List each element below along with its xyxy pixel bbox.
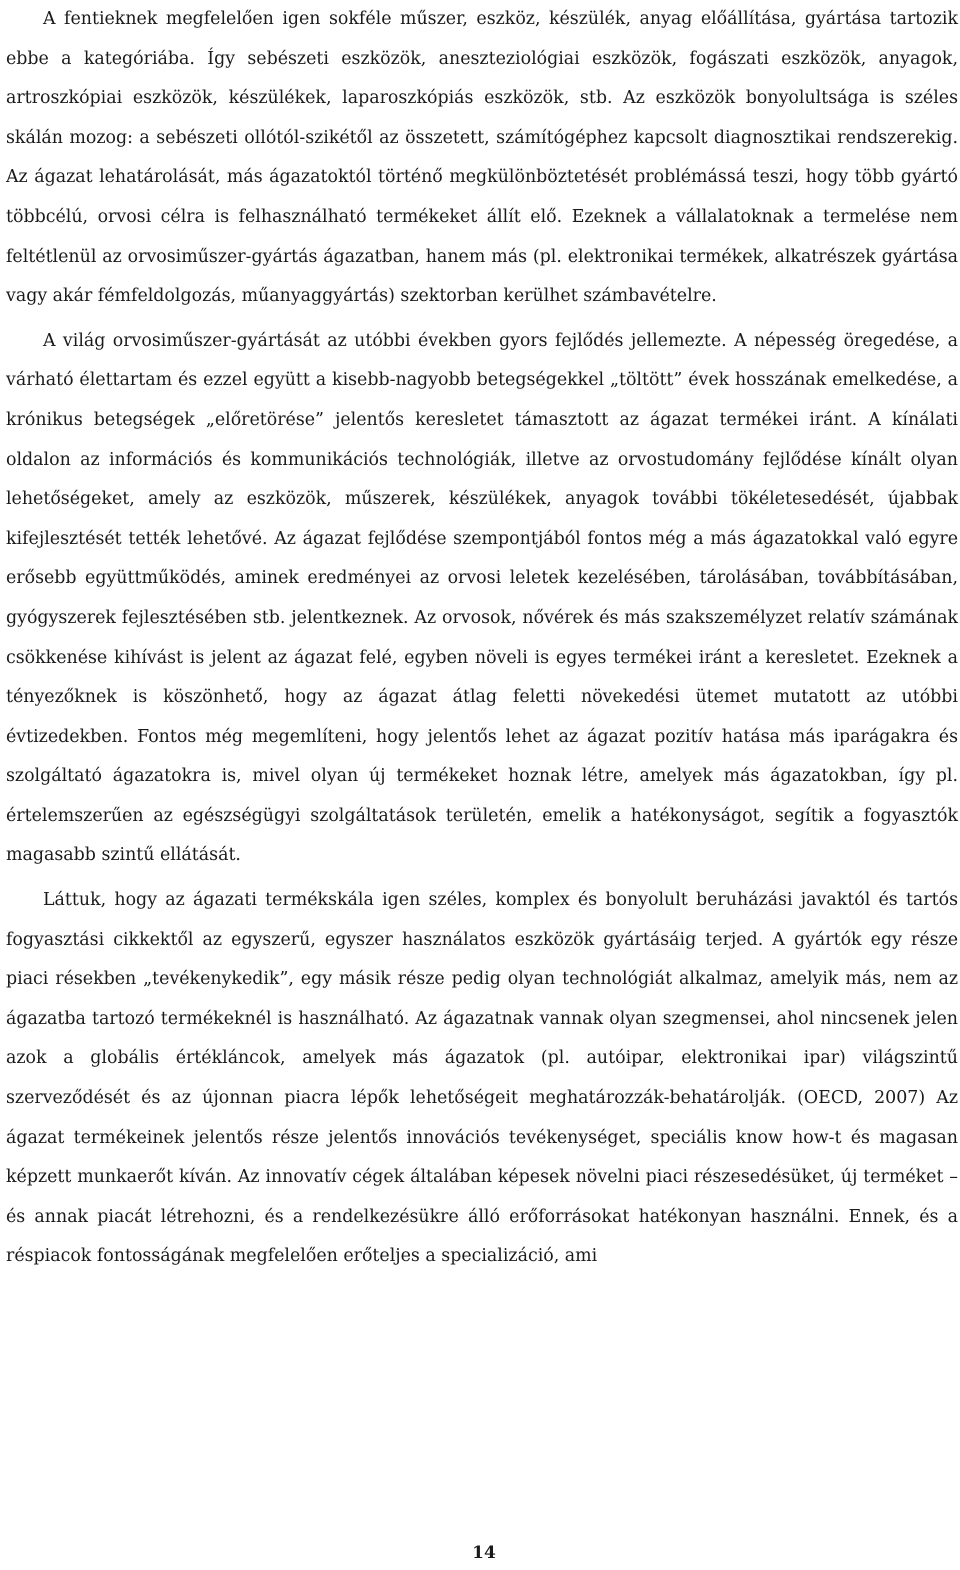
document-page [6, 0, 958, 1570]
paragraph-3: Láttuk, hogy az ágazati termékskála igen széles, komplex és bonyolult beruházási javaktól és tartós fogyasztási cikkektől az egyszerű, egyszer használatos eszközök gyártásáig terjed. A gyártók egy része piaci résekben „tevékenykedik”, egy másik része pedig olyan technológiát alkalmaz, amelyik más, nem az ágazatba tartozó termékeknél is használható. Az ágazatnak vannak olyan szegmensei, ahol nincsenek jelen azok a globális értékláncok, amelyek más ágazatok (pl. autóipar, elektronikai ipar) világszintű szerveződését és az újonnan piacra lépők lehetőségeit meghatározzák-behatárolják. (OECD, 2007) Az ágazat termékeinek jelentős része jelentős innovációs tevékenységet, speciális know how-t és magasan képzett munkaerőt kíván. Az innovatív cégek általában képesek növelni piaci részesedésüket, új terméket – és annak piacát létrehozni, és a rendelkezésükre álló erőforrásokat hatékonyan használni. Ennek, és a réspiacok fontosságának megfelelően erőteljes a specializáció, ami [6, 890, 958, 1267]
paragraph-2: A világ orvosiműszer-gyártását az utóbbi években gyors fejlődés jellemezte. A népesség öregedése, a várható élettartam és ezzel együtt a kisebb-nagyobb betegségekkel „töltött” évek hosszának emelkedése, a krónikus betegségek „előretörése” jelentős keresletet támasztott az ágazat termékei iránt. A kínálati oldalon az információs és kommunikációs technológiák, illetve az orvostudomány fejlődése kínált olyan lehetőségeket, amely az eszközök, műszerek, készülékek, anyagok további tökéletesedését, újabbak kifejlesztését tették lehetővé. Az ágazat fejlődése szempontjából fontos még a más ágazatokkal való egyre erősebb együttműködés, aminek eredményei az orvosi leletek kezelésében, tárolásában, továbbításában, gyógyszerek fejlesztésében stb. jelentkeznek. Az orvosok, nővérek és más szakszemélyzet relatív számának csökkenése kihívást is jelent az ágazat felé, egyben növeli is egyes termékei iránt a keresletet. Ezeknek a tényezőknek is köszönhető, hogy az ágazat átlag feletti növekedési ütemet mutatott az utóbbi évtizedekben. Fontos még megemlíteni, hogy jelentős lehet az ágazat pozitív hatása más iparágakra és szolgáltató ágazatokra is, mivel olyan új termékeket hoznak létre, amelyek más ágazatokban, így pl. értelemszerűen az egészségügyi szolgáltatások területén, emelik a hatékonyságot, segítik a fogyasztók magasabb szintű ellátását. [6, 330, 958, 866]
paragraph-1: A fentieknek megfelelően igen sokféle műszer, eszköz, készülék, anyag előállítása, gyártása tartozik ebbe a kategóriába. Így sebészeti eszközök, aneszteziológiai eszközök, fogászati eszközök, anyagok, artroszkópiai eszközök, készülékek, laparoszkópiás eszközök, stb. Az eszközök bonyolultsága is széles skálán mozog: a sebészeti ollótól-szikétől az összetett, számítógéphez kapcsolt diagnosztikai rendszerekig. Az ágazat lehatárolását, más ágazatoktól történő megkülönböztetését problémássá teszi, hogy több gyártó többcélú, orvosi célra is felhasználható termékeket állít elő. Ezeknek a vállalatoknak a termelése nem feltétlenül az orvosiműszer-gyártás ágazatban, hanem más (pl. elektronikai termékek, alkatrészek gyártása vagy akár fémfeldolgozás, műanyaggyártás) szektorban kerülhet számbavételre. [6, 9, 958, 307]
page-number: 14 [472, 1543, 496, 1563]
body-text [6, 0, 958, 1282]
